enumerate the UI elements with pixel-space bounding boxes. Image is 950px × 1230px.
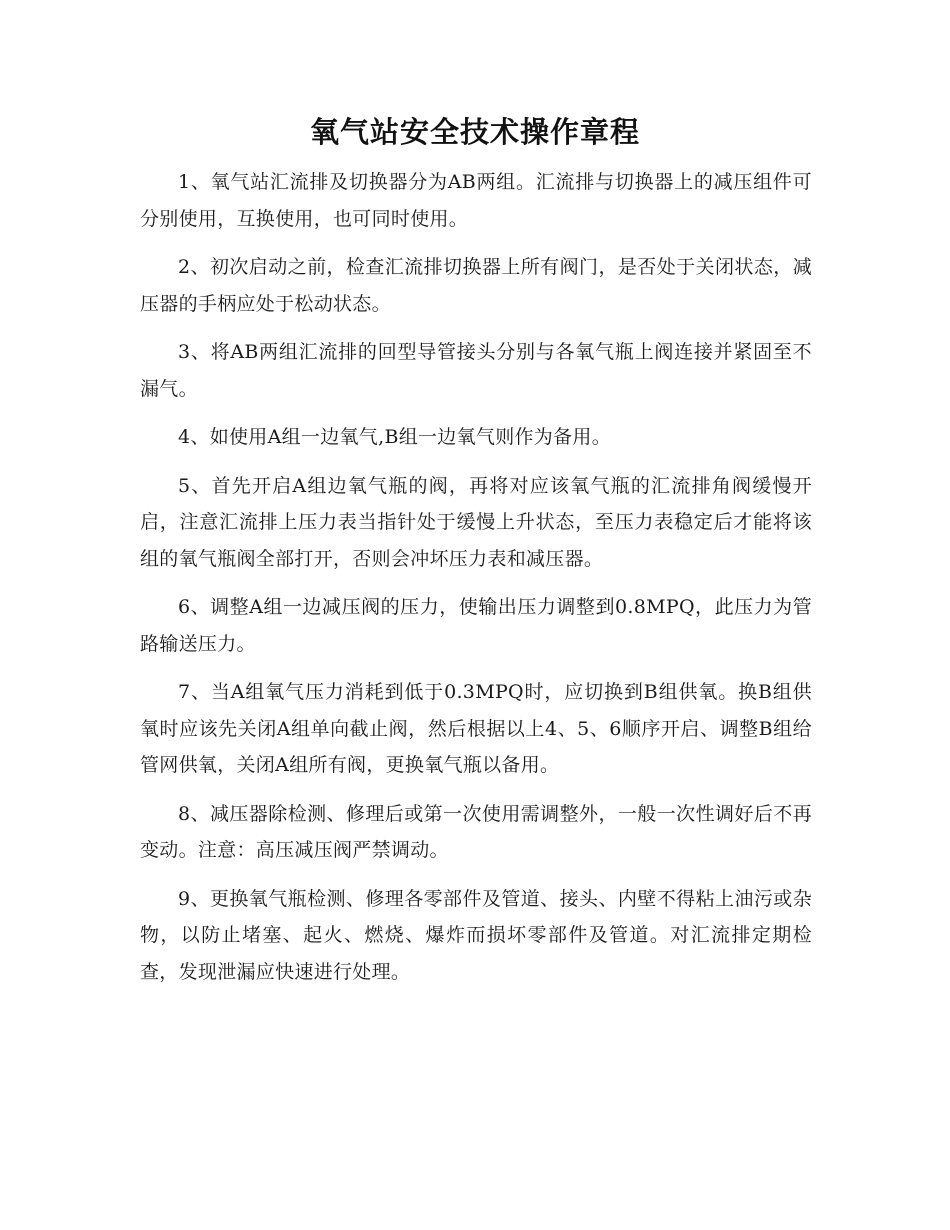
paragraph-2: 2、初次启动之前，检查汇流排切换器上所有阀门，是否处于关闭状态，减压器的手柄应处于松动状态。 — [140, 256, 812, 315]
paragraph-7: 7、当A组氧气压力消耗到低于0.3MPQ时，应切换到B组供氧。换B组供氧时应该先关闭A组单向截止阀，然后根据以上4、5、6顺序开启、调整B组给管网供氧，关闭A组所有阀，更换氧气瓶以备用。 — [140, 681, 812, 776]
paragraph-8: 8、减压器除检测、修理后或第一次使用需调整外，一般一次性调好后不再变动。注意：高压减压阀严禁调动。 — [140, 802, 812, 861]
document-body — [140, 164, 812, 1002]
paragraph-3: 3、将AB两组汇流排的回型导管接头分别与各氧气瓶上阀连接并紧固至不漏气。 — [140, 341, 812, 400]
document-title: 氧气站安全技术操作章程 — [309, 115, 640, 149]
paragraph-6: 6、调整A组一边减压阀的压力，使输出压力调整到0.8MPQ，此压力为管路输送压力。 — [140, 596, 812, 655]
paragraph-1: 1、氧气站汇流排及切换器分为AB两组。汇流排与切换器上的减压组件可分别使用，互换使用，也可同时使用。 — [140, 171, 812, 230]
paragraph-5: 5、首先开启A组边氧气瓶的阀，再将对应该氧气瓶的汇流排角阀缓慢开启，注意汇流排上压力表当指针处于缓慢上升状态，至压力表稳定后才能将该组的氧气瓶阀全部打开，否则会冲坏压力表和减压器。 — [140, 474, 812, 570]
paragraph-4: 4、如使用A组一边氧气,B组一边氧气则作为备用。 — [178, 426, 612, 448]
paragraph-9: 9、更换氧气瓶检测、修理各零部件及管道、接头、内壁不得粘上油污或杂物，以防止堵塞、起火、燃烧、爆炸而损坏零部件及管道。对汇流排定期检查，发现泄漏应快速进行处理。 — [140, 887, 812, 983]
